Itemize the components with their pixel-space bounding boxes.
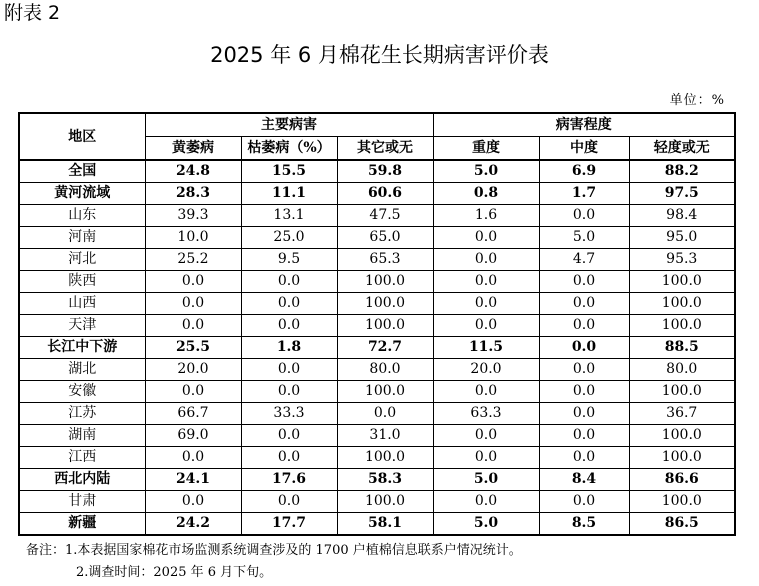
table-row: [19, 315, 735, 337]
column-header: 黄萎病: [145, 137, 241, 161]
value-cell: 65.0: [337, 227, 433, 249]
value-cell: 47.5: [337, 205, 433, 227]
disease-evaluation-table: [18, 112, 736, 536]
column-header: 重度: [433, 137, 539, 161]
region-cell: 新疆: [19, 513, 145, 536]
value-cell: 33.3: [241, 403, 337, 425]
region-cell: 西北内陆: [19, 469, 145, 491]
value-cell: 39.3: [145, 205, 241, 227]
value-cell: 0.8: [433, 183, 539, 205]
value-cell: 10.0: [145, 227, 241, 249]
value-cell: 9.5: [241, 249, 337, 271]
table-row: [19, 381, 735, 403]
value-cell: 0.0: [433, 447, 539, 469]
value-cell: 0.0: [539, 205, 629, 227]
value-cell: 100.0: [337, 271, 433, 293]
value-cell: 100.0: [629, 293, 735, 315]
value-cell: 31.0: [337, 425, 433, 447]
value-cell: 100.0: [629, 271, 735, 293]
region-cell: 陕西: [19, 271, 145, 293]
value-cell: 0.0: [145, 381, 241, 403]
value-cell: 11.1: [241, 183, 337, 205]
value-cell: 66.7: [145, 403, 241, 425]
value-cell: 80.0: [337, 359, 433, 381]
value-cell: 100.0: [337, 293, 433, 315]
value-cell: 20.0: [145, 359, 241, 381]
value-cell: 1.6: [433, 205, 539, 227]
value-cell: 95.0: [629, 227, 735, 249]
table-row: [19, 271, 735, 293]
region-cell: 湖南: [19, 425, 145, 447]
column-group-main-diseases: 主要病害: [145, 113, 433, 137]
value-cell: 24.8: [145, 160, 241, 183]
value-cell: 0.0: [539, 403, 629, 425]
value-cell: 100.0: [629, 447, 735, 469]
region-cell: 长江中下游: [19, 337, 145, 359]
value-cell: 11.5: [433, 337, 539, 359]
value-cell: 100.0: [337, 315, 433, 337]
column-header: 其它或无: [337, 137, 433, 161]
value-cell: 0.0: [241, 359, 337, 381]
value-cell: 0.0: [241, 271, 337, 293]
value-cell: 0.0: [433, 293, 539, 315]
header-row-groups: [19, 113, 735, 137]
value-cell: 1.8: [241, 337, 337, 359]
page-title: 2025 年 6 月棉花生长期病害评价表: [210, 43, 549, 67]
note-line-1: 备注：1.本表据国家棉花市场监测系统调查涉及的 1700 户植棉信息联系户情况统计。: [26, 543, 522, 558]
value-cell: 98.4: [629, 205, 735, 227]
table-row: [19, 491, 735, 513]
value-cell: 59.8: [337, 160, 433, 183]
value-cell: 6.9: [539, 160, 629, 183]
value-cell: 88.2: [629, 160, 735, 183]
region-cell: 江苏: [19, 403, 145, 425]
value-cell: 0.0: [145, 447, 241, 469]
value-cell: 80.0: [629, 359, 735, 381]
value-cell: 0.0: [241, 293, 337, 315]
value-cell: 28.3: [145, 183, 241, 205]
value-cell: 0.0: [539, 359, 629, 381]
value-cell: 0.0: [539, 425, 629, 447]
value-cell: 36.7: [629, 403, 735, 425]
value-cell: 100.0: [629, 491, 735, 513]
value-cell: 25.0: [241, 227, 337, 249]
value-cell: 0.0: [241, 315, 337, 337]
appendix-label: 附表 2: [4, 2, 61, 24]
table-row: [19, 293, 735, 315]
region-cell: 全国: [19, 160, 145, 183]
table-row: [19, 249, 735, 271]
table-row: [19, 337, 735, 359]
region-cell: 河北: [19, 249, 145, 271]
value-cell: 5.0: [433, 513, 539, 536]
column-header: 轻度或无: [629, 137, 735, 161]
value-cell: 0.0: [539, 315, 629, 337]
table-row: [19, 403, 735, 425]
value-cell: 20.0: [433, 359, 539, 381]
table-row: [19, 227, 735, 249]
value-cell: 8.5: [539, 513, 629, 536]
region-cell: 江西: [19, 447, 145, 469]
value-cell: 97.5: [629, 183, 735, 205]
column-header: 中度: [539, 137, 629, 161]
value-cell: 0.0: [433, 381, 539, 403]
value-cell: 0.0: [433, 425, 539, 447]
table-body: [19, 160, 735, 535]
value-cell: 0.0: [241, 447, 337, 469]
value-cell: 24.1: [145, 469, 241, 491]
table-row: [19, 425, 735, 447]
table-row: [19, 513, 735, 536]
value-cell: 0.0: [433, 271, 539, 293]
value-cell: 4.7: [539, 249, 629, 271]
value-cell: 0.0: [241, 425, 337, 447]
region-cell: 山东: [19, 205, 145, 227]
value-cell: 100.0: [629, 425, 735, 447]
value-cell: 86.5: [629, 513, 735, 536]
value-cell: 0.0: [539, 293, 629, 315]
table-row: [19, 205, 735, 227]
value-cell: 5.0: [433, 160, 539, 183]
value-cell: 5.0: [539, 227, 629, 249]
table-row: [19, 469, 735, 491]
value-cell: 0.0: [539, 337, 629, 359]
value-cell: 100.0: [337, 447, 433, 469]
value-cell: 100.0: [337, 491, 433, 513]
value-cell: 0.0: [433, 315, 539, 337]
value-cell: 0.0: [433, 249, 539, 271]
table-row: [19, 447, 735, 469]
value-cell: 100.0: [629, 315, 735, 337]
value-cell: 0.0: [145, 315, 241, 337]
value-cell: 15.5: [241, 160, 337, 183]
region-cell: 河南: [19, 227, 145, 249]
value-cell: 100.0: [629, 381, 735, 403]
value-cell: 0.0: [539, 447, 629, 469]
value-cell: 86.6: [629, 469, 735, 491]
region-cell: 安徽: [19, 381, 145, 403]
value-cell: 17.7: [241, 513, 337, 536]
value-cell: 0.0: [145, 293, 241, 315]
value-cell: 95.3: [629, 249, 735, 271]
value-cell: 0.0: [145, 271, 241, 293]
value-cell: 0.0: [337, 403, 433, 425]
value-cell: 5.0: [433, 469, 539, 491]
value-cell: 24.2: [145, 513, 241, 536]
table-row: [19, 359, 735, 381]
value-cell: 25.5: [145, 337, 241, 359]
value-cell: 0.0: [539, 271, 629, 293]
value-cell: 58.1: [337, 513, 433, 536]
unit-note: 单位：%: [669, 93, 725, 108]
value-cell: 72.7: [337, 337, 433, 359]
notes: [26, 540, 522, 584]
region-cell: 黄河流域: [19, 183, 145, 205]
value-cell: 0.0: [241, 491, 337, 513]
region-cell: 甘肃: [19, 491, 145, 513]
value-cell: 17.6: [241, 469, 337, 491]
value-cell: 88.5: [629, 337, 735, 359]
value-cell: 8.4: [539, 469, 629, 491]
value-cell: 0.0: [145, 491, 241, 513]
value-cell: 58.3: [337, 469, 433, 491]
value-cell: 1.7: [539, 183, 629, 205]
region-cell: 山西: [19, 293, 145, 315]
value-cell: 0.0: [433, 491, 539, 513]
column-group-disease-severity: 病害程度: [433, 113, 735, 137]
value-cell: 13.1: [241, 205, 337, 227]
value-cell: 0.0: [241, 381, 337, 403]
value-cell: 69.0: [145, 425, 241, 447]
region-cell: 天津: [19, 315, 145, 337]
value-cell: 0.0: [539, 491, 629, 513]
table-row: [19, 160, 735, 183]
value-cell: 65.3: [337, 249, 433, 271]
table-row: [19, 183, 735, 205]
value-cell: 100.0: [337, 381, 433, 403]
value-cell: 60.6: [337, 183, 433, 205]
note-line-2: 2.调查时间：2025 年 6 月下旬。: [76, 565, 273, 580]
column-header: 枯萎病（%）: [241, 137, 337, 161]
value-cell: 63.3: [433, 403, 539, 425]
value-cell: 25.2: [145, 249, 241, 271]
region-cell: 湖北: [19, 359, 145, 381]
column-header-region: 地区: [19, 113, 145, 160]
value-cell: 0.0: [539, 381, 629, 403]
value-cell: 0.0: [433, 227, 539, 249]
